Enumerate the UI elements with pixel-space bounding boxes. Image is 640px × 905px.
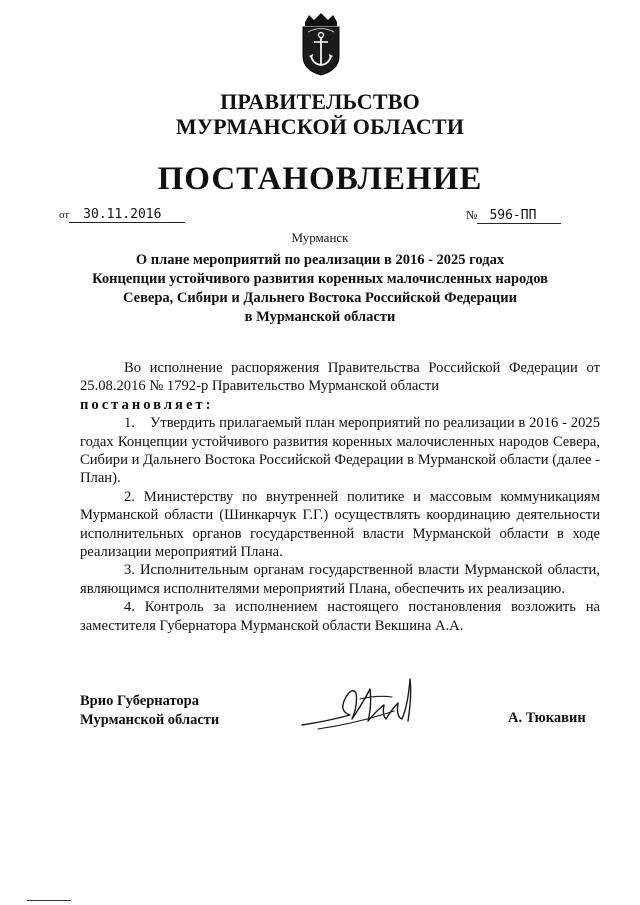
- document-type-heading: ПОСТАНОВЛЕНИЕ: [157, 161, 483, 197]
- intro-text: Во исполнение распоряжения Правительства Российской Федерации от 25.08.2016 № 1792-р Правительство Мурманской области: [80, 360, 600, 395]
- decree-word: постановляет: [80, 396, 206, 413]
- date-label: от: [59, 209, 70, 221]
- decree-clause: [80, 396, 600, 414]
- paragraph-4: 4. Контроль за исполнением настоящего постановления возложить на заместителя Губернатора Мурманской области Векшина А.А.: [80, 599, 600, 634]
- murmansk-coat-of-arms-icon: [297, 12, 345, 76]
- handwritten-signature-icon: [298, 675, 426, 735]
- paragraph-1-number: 1.: [124, 415, 135, 432]
- footer-divider: [27, 900, 71, 901]
- subject-line: в Мурманской области: [244, 309, 396, 325]
- paragraph-2: 2. Министерству по внутренней политике и массовым коммуникациям Мурманской области (Шинкарчук Г.Г.) осуществлять координацию деятельности исполнительных органов государственной власти Мурманской области в ходе реализации мероприятий Плана.: [80, 488, 600, 561]
- number-label: №: [466, 208, 478, 222]
- government-title-line2: МУРМАНСКОЙ ОБЛАСТИ: [175, 114, 465, 139]
- paragraph-1: [80, 414, 600, 488]
- decree-colon: :: [205, 396, 214, 413]
- paragraph-1-text: Утвердить прилагаемый план мероприятий по реализации в 2016 - 2025 годах Концепции устойчивого развития коренных малочисленных народов Севера, Сибири и Дальнего Востока Российской Федерации в Мурманской области (далее - План).: [80, 415, 600, 487]
- position-line1: Врио Губернатора: [80, 693, 199, 709]
- number-value: 596-ПП: [477, 209, 561, 224]
- signatory-name: А. Тюкавин: [508, 710, 586, 726]
- subject-line: Севера, Сибири и Дальнего Востока Российской Федерации: [123, 290, 517, 306]
- date-value: 30.11.2016: [69, 208, 185, 223]
- city-name: Мурманск: [291, 230, 349, 245]
- date-field: [59, 206, 185, 223]
- decree-subject: [60, 251, 580, 327]
- position-line2: Мурманской области: [80, 712, 220, 728]
- number-field: [466, 207, 561, 224]
- decree-body: [80, 359, 600, 635]
- intro-paragraph: [80, 359, 600, 396]
- signatory-position: [80, 692, 219, 730]
- paragraph-3: 3. Исполнительным органам государственной власти Мурманской области, являющимся исполнителями мероприятий Плана, обеспечить их реализацию.: [80, 562, 600, 597]
- subject-line: Концепции устойчивого развития коренных малочисленных народов: [92, 271, 548, 287]
- government-title-line1: ПРАВИТЕЛЬСТВО: [220, 89, 420, 114]
- subject-line: О плане мероприятий по реализации в 2016 - 2025 годах: [135, 252, 505, 268]
